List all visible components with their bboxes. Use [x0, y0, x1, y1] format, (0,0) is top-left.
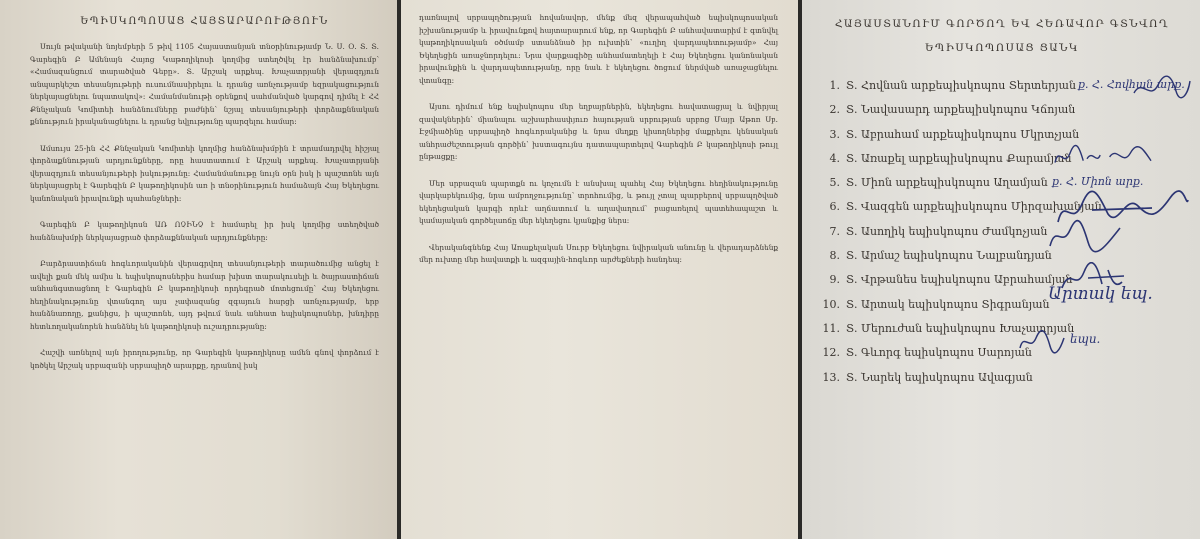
- signatory-name: Տ. Գևորգ եպիսկոպոս Սարոյան: [846, 346, 1032, 360]
- page-1-paragraph-5: Հաշվի առնելով այն իրողությունը, որ Գարեգին կաթողիկոսը ամեն գնով փորձում է կոծկել Արշակ սրբազանի սրբապիղծ արարքը, դրանով իսկ: [30, 348, 379, 370]
- signature-scribble-12: [1016, 326, 1066, 356]
- signatory-name: Տ. Հովնան արքեպիսկոպոս Տերտերյան: [846, 79, 1076, 92]
- page-1-paragraph-4: Բարձրաստիճան հոգևորականին վերագրվող տեսանյութերի տարածումից անցել է ավելի քան մեկ ամիս և եպիսկոպոսներիս համար խիստ տարակուսելի և ծայրաստիճան անհանգստացնող է Գարեգին Բ կաթողիկոսի որդեգրած մոտեցումը՝ Հայ Եկեղեցու հեղինակությունը վտանգող այս չափազանց զգայուն հարցի առնչությամբ, երբ հանձնառողը, քանիցս, ի պաշտոնե, այդ թվում նաև անհատ եպիսկոպոսներ, խնդիրը հետևողականորեն հանձնել են կաթողիկոսի ուշադրությանը:: [30, 259, 379, 331]
- handwritten-signature-1: ք. Հ. Հովհան արք.: [1078, 78, 1185, 91]
- page-2-paragraph-3: Մեր սրբազան պարտքն ու կոչումն է անսխալ պահել Հայ Եկեղեցու հեղինակությունը վարկաբեկումից, նրա ամբողջությունը՝ տրոհումից, և թույլ չտալ պարբերով սրբապղծված եկեղեցական կարգի որևէ աղճատում և աղավաղում՝ բացառելով պատեհապաշտ և կամայական գործելաոճը մեր եկեղեցու կյանքից ներս:: [419, 178, 778, 225]
- signatory-number: 5.: [829, 176, 840, 190]
- signatory-number: 11.: [822, 321, 840, 335]
- signatory-name: Տ. Աբրահամ արքեպիսկոպոս Մկրտչյան: [846, 127, 1080, 141]
- signatory-number: 6.: [829, 200, 840, 214]
- signatory-name: Տ. Նարեկ եպիսկոպոս Ավագյան: [846, 370, 1033, 384]
- signatory-name: Տ. Վազգեն արքեպիսկոպոս Միրզախանյան: [846, 200, 1102, 214]
- page-1-paragraph-2: Ամսույս 25-ին ՀՀ Քննչական Կոմիտեի կողմից հանձնախմբին է տրամադրվել հիշյալ փորձաքննության արդյունքները, որը հաստատում է Արշակ արքեպ. Խաչատրյանի վերազդյուն տեսանյութերի իսկությունը: Համանմանութը նույն օրն իսկ ի պաշտոնե այն ներկայացրել է Գարեգին Բ կաթողիկոսին առ ի տնօրինություն համաձայն Հայ Եկեղեցու կանոնական իրավունքի պահանջների:: [30, 143, 379, 203]
- page-2-paragraph-4: Վերականգնենք Հայ Առաքելական Սուրբ Եկեղեցու նվիրական անունը և վերադարձնենք մեր ուխտը մեր հավատքի և ազգային-հոգևոր արժեքների հանդեպ:: [419, 242, 778, 264]
- handwritten-signature-5: ք. Հ. Միոն արք.: [1052, 175, 1144, 188]
- page-1-heading: ԵՊԻՍԿՈՊՈՍԱՑ ՀԱՅՏԱՐԱՐՈՒԹՅՈՒՆ: [80, 16, 329, 27]
- signatory-row: [818, 98, 1186, 122]
- signature-scribble-4: [1048, 140, 1158, 172]
- signatory-number: 9.: [829, 273, 840, 287]
- signatory-number: 1.: [829, 79, 840, 92]
- document-page-3: [802, 0, 1200, 539]
- signatory-number: 2.: [829, 103, 840, 117]
- signatory-number: 13.: [822, 370, 840, 384]
- handwritten-signature-10: Արտակ եպ.: [1048, 284, 1153, 304]
- signatory-number: 10.: [822, 297, 840, 311]
- handwritten-signature-12: եպս.: [1070, 332, 1101, 346]
- signatories-heading: ՀԱՅԱՍՏԱՆՈՒՄ ԳՈՐԾՈՂ ԵՎ ՀԵՌԱՎՈՐ ԳՏՆՎՈՂ: [834, 18, 1170, 30]
- signatory-row: [818, 244, 1186, 268]
- signatory-name: Տ. Արտակ եպիսկոպոս Տիգրանյան: [846, 297, 1050, 311]
- signatory-name: Տ. Միոն արքեպիսկոպոս Աղամյան: [846, 176, 1048, 190]
- page-2-paragraph-2: Այսու դիմում ենք եպիսկոպոս մեր եղբայրներին, եկեղեցու հավատացյալ և նվիրյալ զավակներին՝ միանալու աշխարհասփյուռ հայության սրբության սրբոց Մայր Աթոռ Սբ. Էջմիածինը սրբապիղծ հոգևորականից և նրա մեղքը կիսողներից մաքրելու կենսական անհրաժեշտության գործին՝ խստագույնս դատապարտելով Գարեգին Բ կաթողիկոսի թույլ ընթացքը:: [419, 102, 778, 161]
- signatory-name: Տ. Ասողիկ եպիսկոպոս Ժամկոչյան: [846, 224, 1048, 238]
- page-1-paragraph-1: Սույն թվականի նոյեմբերի 5 թիվ 1105 Հայաստանյան տնօրինությամբ Ն. Ս. Օ. Տ. Տ. Գարեգին Բ Ամենայն Հայոց Կաթողիկոսի կողմից ստեղծվել էր հանձնախումբ՝ «Համազանցում տարածված Գեբը». Տ. Արշակ արքեպ. Խաչատրյանի վերազդյուն անպարկեշտ տեսանյութերի ուսումնասիրելու և դրանց առնչությամբ եզրակացություն ներկայացնելու նպատակով»: Համանմանութի օրենքով սահմանված կարգով դիմել է ՀՀ Քննչական Կոմիտեի հանձնումները բաժնին՝ նշյալ տեսանյութերի փորձաքննական քննություն իրականացնելու և դրանց եվլությունը պարզելու համար:: [30, 42, 379, 126]
- signatory-number: 8.: [829, 249, 840, 263]
- signatory-name: Տ. Առաքել արքեպիսկոպոս Քարամյան: [846, 151, 1072, 165]
- signatory-row: [818, 366, 1186, 390]
- signatory-name: Տ. Մերուժան եպիսկոպոս Խաչատրյան: [846, 321, 1075, 335]
- signatory-number: 4.: [829, 151, 840, 165]
- signatory-number: 12.: [822, 346, 840, 360]
- signatory-row: [818, 317, 1186, 341]
- signatories-subheading: ԵՊԻՍԿՈՊՈՍԱՑ ՑԱՆԿ: [925, 42, 1079, 54]
- signatory-name: Տ. Արմաշ եպիսկոպոս Նալբանդյան: [846, 249, 1052, 263]
- signatory-number: 7.: [829, 224, 840, 238]
- page-1-paragraph-3: Գարեգին Բ կաթողիկոսն ԱՌ ՈՉԻՆՉ է համարել իր իսկ կողմից ստեղծված հանձնախմբի ներկայացրած փորձաքննական արդյունքները:: [30, 220, 379, 242]
- document-page-2: [401, 0, 798, 539]
- signature-scribble-7: [1046, 218, 1126, 254]
- signature-scribble-1: [1132, 72, 1192, 104]
- page-2-paragraph-1: դառնալով սրբապղծության հովանավոր, մենք մեզ վերապահված եպիսկոպոսական իշխանությամբ և իրավունքով հայտարարում ենք, որ Գարեգին Բ անհավատարիմ է գտնվել կաթողիկոսական օծմամբ ստանձնած իր ուխտին՝ «ուղիղ վարդապետությամբ» Հայ Եկեղեցին առաջնորդելու: Նրա վարքագիծը անհամատեղելի է Հայ Եկեղեցու կանոնական իրավունքին և վարդապետությանը, որը նաև է եկեղեցու ծոցում ներմված առաջացնելու վտանգը:: [419, 13, 778, 85]
- signatory-name: Տ. Վրթանես եպիսկոպոս Աբրահամյան: [846, 273, 1073, 287]
- signatory-name: Տ. Նավասարդ արքեպիսկոպոս Կճոյան: [846, 103, 1076, 117]
- signatory-number: 3.: [829, 127, 840, 141]
- document-page-1: [0, 0, 397, 539]
- signatory-row: [818, 341, 1186, 365]
